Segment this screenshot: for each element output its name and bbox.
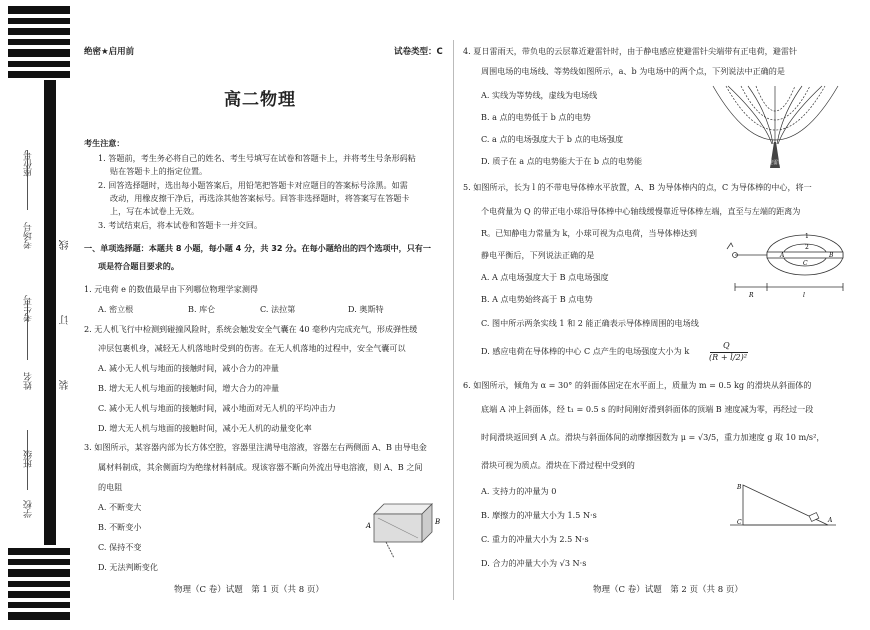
binding-stripe <box>8 39 70 45</box>
label-seat: 座位号 <box>24 150 34 177</box>
seal-char: 装 <box>60 380 71 390</box>
question-6: 6. 如图所示，倾角为 α = 30° 的斜面体固定在水平面上，质量为 m = 0.5 kg 的滑块从斜面体的 <box>463 380 812 390</box>
question-6-cont: 时间滑块返回到 A 点。滑块与斜面体间的动摩擦因数为 μ = √3/5，重力加速度 g 取 10 m/s²， <box>481 432 825 442</box>
q5-option-c: C. 图中所示两条实线 1 和 2 能正确表示导体棒周围的电场线 <box>481 318 699 328</box>
q2-option-c: C. 减小无人机与地面的接触时间，减小地面对无人机的平均冲击力 <box>98 403 336 413</box>
q5-option-a: A. A 点电场强度大于 B 点电场强度 <box>481 272 609 282</box>
question-5-cont: 静电平衡后，下列说法正确的是 <box>481 250 595 260</box>
page-footer-left: 物理（C 卷）试题 第 1 页（共 8 页） <box>174 585 324 595</box>
binding-stripe <box>8 28 70 35</box>
q5-rod-figure <box>725 225 850 303</box>
label-name: 姓名 <box>24 372 34 390</box>
question-3-cont: 的电阻 <box>98 482 123 492</box>
question-2: 2. 无人机飞行中检测到碰撞风险时，系统会触发安全气囊在 40 毫秒内完成充气，形成弹性缓 <box>84 324 418 334</box>
question-5-cont: 个电荷量为 Q 的带正电小球沿导体棒中心轴线缓慢靠近导体棒左端，直至与左端的距离为 <box>481 206 801 216</box>
q4-lightning-rod-figure <box>708 84 843 169</box>
paper-type: 试卷类型：C <box>394 47 443 57</box>
q3-option-a: A. 不断变大 <box>98 502 142 512</box>
q3-container-figure <box>364 496 444 566</box>
question-4: 4. 夏日雷雨天，带负电的云层靠近避雷针时，由于静电感应使避雷针尖端带有正电荷，避雷针 <box>463 46 798 56</box>
q5-option-b: B. A 点电势始终高于 B 点电势 <box>481 294 593 304</box>
binding-stripe <box>8 548 70 555</box>
q6-option-c: C. 重力的冲量大小为 2.5 N·s <box>481 534 589 544</box>
question-2-cont: 冲层包裹机身，减轻无人机落地时受到的伤害。在无人机落地的过程中，安全气囊可以 <box>98 343 406 353</box>
q1-option-c: C. 法拉第 <box>260 304 296 314</box>
q6-point-a: A <box>828 517 833 524</box>
question-5: 5. 如图所示，长为 l 的不带电导体棒水平放置，A、B 为导体棒内的点，C 为导体棒的中心，将一 <box>463 182 812 192</box>
binding-stripe <box>8 559 70 565</box>
q5-point-c: C <box>803 260 808 267</box>
q5-formula-num: Q <box>723 340 730 350</box>
page-divider <box>453 40 454 600</box>
notice-line: 1. 答题前，考生务必将自己的姓名、考生号填写在试卷和答题卡上，并将考生号条形码粘 <box>98 153 416 163</box>
q4-option-a: A. 实线为等势线，虚线为电场线 <box>481 90 598 100</box>
q3-option-d: D. 无法判断变化 <box>98 562 158 572</box>
seal-char: 订 <box>60 315 71 325</box>
q3-label-a: A <box>366 522 372 530</box>
question-6-cont: 底端 A 冲上斜面体，经 t₁ = 0.5 s 的时间刚好滑到斜面体的顶端 B 速度减为零，再经过一段 <box>481 404 814 414</box>
question-3-cont: 属材料制成，其余侧面均为绝缘材料制成。现该容器不断向外流出导电溶液，则 A、B 之间 <box>98 462 423 472</box>
binding-stripe <box>8 61 70 67</box>
notice-line: 3. 考试结束后，将本试卷和答题卡一并交回。 <box>98 220 263 230</box>
label-class: 班级 <box>24 450 34 468</box>
q6-point-b: B <box>737 484 742 491</box>
q3-option-b: B. 不断变小 <box>98 522 142 532</box>
binding-stripe <box>8 18 70 24</box>
binding-stripe <box>8 602 70 608</box>
question-5-cont: R。已知静电力常量为 k，小球可视为点电荷，当导体棒达到 <box>481 228 697 238</box>
notice-title: 考生注意： <box>84 138 125 148</box>
q1-option-b: B. 库仑 <box>188 304 216 314</box>
page-footer-right: 物理（C 卷）试题 第 2 页（共 8 页） <box>593 585 743 595</box>
label-school: 学校 <box>24 500 34 518</box>
q4-option-d: D. 质子在 a 点的电势能大于在 b 点的电势能 <box>481 156 643 166</box>
q4-option-b: B. a 点的电势低于 b 点的电势 <box>481 112 591 122</box>
confidential-mark: 绝密★启用前 <box>84 47 135 57</box>
exam-title: 高二物理 <box>224 90 296 110</box>
binding-margin <box>0 0 80 630</box>
question-6-cont: 滑块可视为质点。滑块在下滑过程中受到的 <box>481 460 635 470</box>
section-heading: 一、单项选择题：本题共 8 小题，每小题 4 分，共 32 分。在每小题给出的四个选项中，只有一 <box>84 243 431 253</box>
binding-bar <box>44 80 56 545</box>
notice-line: 改动，用橡皮擦干净后，再选涂其他答案标号。回答非选择题时，将答案写在答题卡 <box>110 193 410 203</box>
q5-line-label: 2 <box>805 244 809 251</box>
binding-stripe <box>8 6 70 14</box>
q6-option-b: B. 摩擦力的冲量大小为 1.5 N·s <box>481 510 597 520</box>
binding-stripe <box>8 569 70 577</box>
q6-option-d: D. 合力的冲量大小为 √3 N·s <box>481 558 587 568</box>
q5-point-a: A <box>780 252 785 259</box>
label-exam-room: 考场号 <box>24 222 34 249</box>
q6-option-a: A. 支持力的冲量为 0 <box>481 486 557 496</box>
q5-dim-l: l <box>803 292 805 299</box>
q4-rod-label: 避雷针 <box>768 160 784 166</box>
notice-line: 2. 回答选择题时，选出每小题答案后，用铅笔把答题卡对应题目的答案标号涂黑。如需 <box>98 180 408 190</box>
binding-stripe <box>8 581 70 587</box>
q1-option-a: A. 密立根 <box>98 304 134 314</box>
question-1: 1. 元电荷 e 的数值最早由下列哪位物理学家测得 <box>84 284 259 294</box>
notice-line: 贴在答题卡上的指定位置。 <box>110 166 208 176</box>
binding-stripe <box>8 612 70 620</box>
q2-option-a: A. 减小无人机与地面的接触时间，减小合力的冲量 <box>98 363 279 373</box>
section-heading-cont: 项是符合题目要求的。 <box>98 261 179 271</box>
q2-option-b: B. 增大无人机与地面的接触时间，增大合力的冲量 <box>98 383 280 393</box>
seal-char: 线 <box>60 240 71 250</box>
q6-point-c: C <box>737 519 742 526</box>
q3-option-c: C. 保持不变 <box>98 542 142 552</box>
q2-option-d: D. 增大无人机与地面的接触时间，减小无人机的动量变化率 <box>98 423 312 433</box>
binding-stripe <box>8 49 70 57</box>
notice-line: 上，写在本试卷上无效。 <box>110 206 200 216</box>
label-student-id: 考生号 <box>24 295 34 322</box>
q5-option-d: D. 感应电荷在导体棒的中心 C 点产生的电场强度大小为 k <box>481 346 690 356</box>
q3-label-b: B <box>435 518 441 526</box>
q4-option-c: C. a 点的电场强度大于 b 点的电场强度 <box>481 134 624 144</box>
binding-stripe <box>8 71 70 78</box>
q6-incline-figure <box>728 480 838 530</box>
question-3: 3. 如图所示，某容器内部为长方体空腔，容器里注满导电溶液，容器左右两侧面 A、B 由导电金 <box>84 442 427 452</box>
q1-option-d: D. 奥斯特 <box>348 304 384 314</box>
q5-formula-den: (R + l/2)² <box>709 352 748 362</box>
q5-point-b: B <box>829 252 834 259</box>
q5-dim-r: R <box>749 292 754 299</box>
q5-line-label: 1 <box>805 233 809 240</box>
question-4-cont: 周围电场的电场线、等势线如图所示，a、b 为电场中的两个点，下列说法中正确的是 <box>481 66 785 76</box>
binding-stripe <box>8 591 70 598</box>
